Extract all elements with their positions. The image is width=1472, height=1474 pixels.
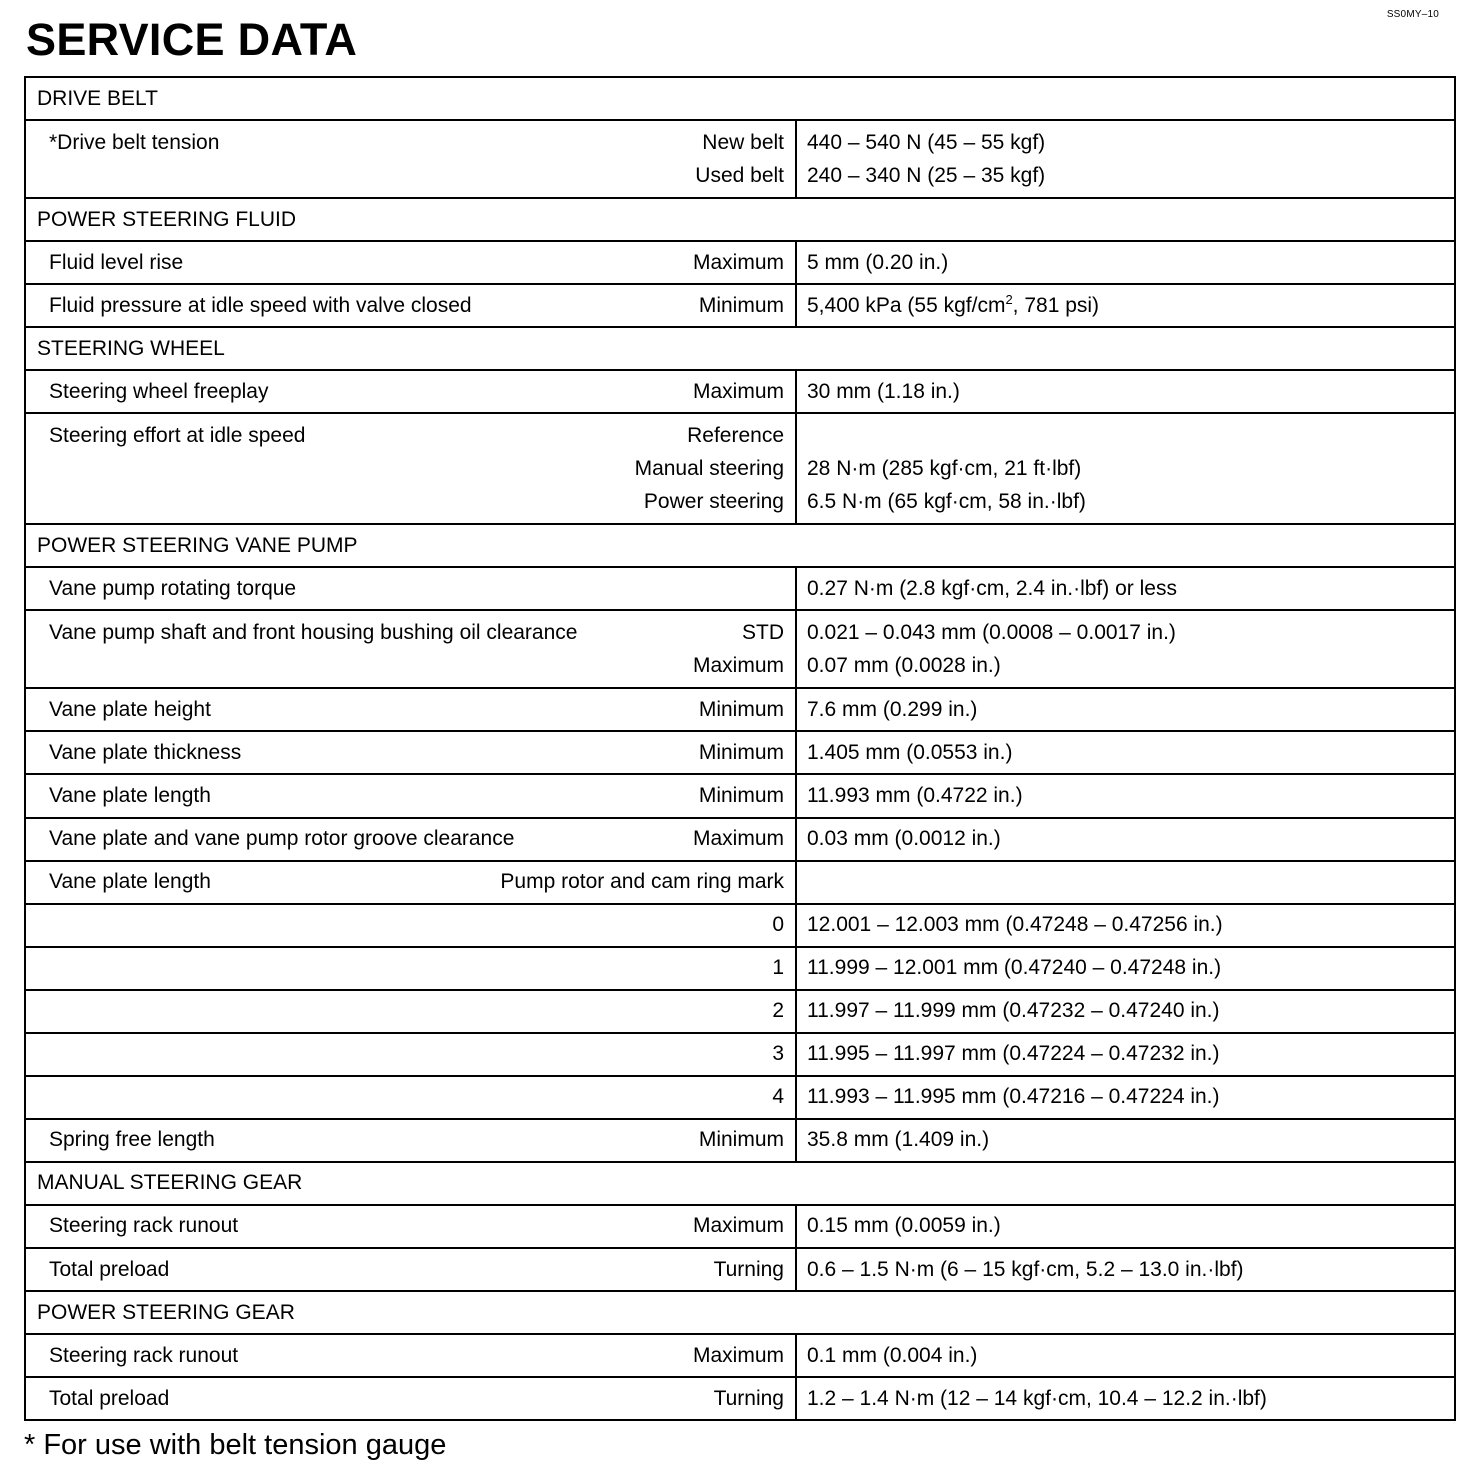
section-title: STEERING WHEEL xyxy=(37,336,225,360)
mark-number: 4 xyxy=(772,1085,784,1109)
section-title: POWER STEERING GEAR xyxy=(37,1300,295,1324)
spec-label: Vane plate and vane pump rotor groove clearance xyxy=(49,827,515,851)
spec-row-mark-1 xyxy=(26,946,1454,989)
document-code: SS0MY–10 xyxy=(1386,9,1439,20)
spec-row-mark-2 xyxy=(26,989,1454,1032)
spec-qualifier: Minimum xyxy=(698,293,784,317)
spec-label: Steering effort at idle speed xyxy=(49,424,306,448)
service-data-table xyxy=(24,76,1456,1421)
spec-label: *Drive belt tension xyxy=(49,131,220,155)
spec-value: 440 – 540 N (45 – 55 kgf) xyxy=(807,131,1046,155)
spec-qualifier: Reference xyxy=(687,424,784,448)
spec-qualifier: Minimum xyxy=(698,740,784,764)
spec-row-fluid-level-rise xyxy=(26,240,1454,283)
spec-row-vane-plate-thickness xyxy=(26,730,1454,773)
section-steering-wheel xyxy=(26,326,1454,369)
spec-qualifier: Minimum xyxy=(698,783,784,807)
spec-row-length-by-mark xyxy=(26,860,1454,903)
spec-value: 28 N·m (285 kgf·cm, 21 ft·lbf) xyxy=(807,457,1082,481)
spec-row-steering-effort xyxy=(26,412,1454,523)
spec-row-spring-free-length xyxy=(26,1118,1454,1161)
spec-value: 1.405 mm (0.0553 in.) xyxy=(807,740,1013,764)
spec-value: 0.07 mm (0.0028 in.) xyxy=(807,654,1001,678)
spec-label: Total preload xyxy=(49,1257,170,1281)
spec-qualifier: Minimum xyxy=(698,1128,784,1152)
section-title: MANUAL STEERING GEAR xyxy=(37,1171,303,1195)
spec-row-mark-3 xyxy=(26,1032,1454,1075)
spec-qualifier: Maximum xyxy=(692,379,784,403)
spec-qualifier: Power steering xyxy=(643,490,784,514)
spec-qualifier: New belt xyxy=(702,131,784,155)
spec-value: 30 mm (1.18 in.) xyxy=(807,379,960,403)
spec-value: 1.2 – 1.4 N·m (12 – 14 kgf·cm, 10.4 – 12.2 in.·lbf) xyxy=(807,1386,1267,1410)
spec-qualifier: Maximum xyxy=(692,1214,784,1238)
spec-row-fluid-pressure xyxy=(26,283,1454,326)
page-title: SERVICE DATA xyxy=(26,14,358,65)
spec-qualifier: Maximum xyxy=(692,250,784,274)
spec-row-vane-plate-height xyxy=(26,687,1454,730)
spec-value: 0.03 mm (0.0012 in.) xyxy=(807,827,1001,851)
spec-value: 11.993 mm (0.4722 in.) xyxy=(807,783,1023,807)
spec-value: 11.997 – 11.999 mm (0.47232 – 0.47240 in.) xyxy=(807,999,1220,1023)
spec-row-vane-plate-length xyxy=(26,773,1454,816)
section-title: DRIVE BELT xyxy=(37,86,158,110)
spec-qualifier: Turning xyxy=(713,1386,784,1410)
mark-number: 3 xyxy=(772,1042,784,1066)
spec-qualifier: Minimum xyxy=(698,697,784,721)
spec-qualifier: Used belt xyxy=(695,164,784,188)
spec-qualifier: Pump rotor and cam ring mark xyxy=(500,870,784,894)
section-drive-belt xyxy=(26,78,1454,119)
spec-label: Steering wheel freeplay xyxy=(49,379,269,403)
spec-row-bushing-clearance xyxy=(26,609,1454,687)
spec-value: 35.8 mm (1.409 in.) xyxy=(807,1128,990,1152)
spec-qualifier: Maximum xyxy=(692,1343,784,1367)
spec-value: 0.6 – 1.5 N·m (6 – 15 kgf·cm, 5.2 – 13.0 in.·lbf) xyxy=(807,1257,1244,1281)
spec-qualifier: Turning xyxy=(713,1257,784,1281)
spec-row-mark-0 xyxy=(26,903,1454,946)
spec-row-wheel-freeplay xyxy=(26,369,1454,412)
spec-row-drive-belt-tension xyxy=(26,119,1454,197)
spec-row-groove-clearance xyxy=(26,817,1454,860)
spec-value: 0.1 mm (0.004 in.) xyxy=(807,1343,978,1367)
spec-value: 7.6 mm (0.299 in.) xyxy=(807,697,978,721)
spec-label: Fluid pressure at idle speed with valve closed xyxy=(49,293,472,317)
spec-row-power-rack-runout xyxy=(26,1333,1454,1376)
spec-qualifier: Manual steering xyxy=(634,457,784,481)
section-title: POWER STEERING FLUID xyxy=(37,207,297,231)
spec-label: Vane pump rotating torque xyxy=(49,576,297,600)
spec-row-manual-rack-runout xyxy=(26,1204,1454,1247)
spec-value: 0.021 – 0.043 mm (0.0008 – 0.0017 in.) xyxy=(807,621,1176,645)
spec-value: 5 mm (0.20 in.) xyxy=(807,250,949,274)
spec-row-mark-4 xyxy=(26,1075,1454,1118)
spec-qualifier: Maximum xyxy=(692,827,784,851)
superscript: 2 xyxy=(1005,291,1013,307)
spec-qualifier: STD xyxy=(742,621,784,645)
spec-label: Total preload xyxy=(49,1386,170,1410)
spec-label: Vane plate thickness xyxy=(49,740,242,764)
spec-label: Steering rack runout xyxy=(49,1214,239,1238)
spec-label: Steering rack runout xyxy=(49,1343,239,1367)
spec-value-empty xyxy=(807,424,1454,457)
mark-number: 1 xyxy=(772,956,784,980)
spec-value: 11.999 – 12.001 mm (0.47240 – 0.47248 in.) xyxy=(807,956,1222,980)
spec-label: Vane plate height xyxy=(49,697,211,721)
spec-value: 0.27 N·m (2.8 kgf·cm, 2.4 in.·lbf) or less xyxy=(807,576,1177,600)
mark-number: 0 xyxy=(772,913,784,937)
spec-row-manual-total-preload xyxy=(26,1247,1454,1290)
spec-qualifier: Maximum xyxy=(692,654,784,678)
section-manual-steering-gear xyxy=(26,1161,1454,1204)
spec-label: Vane pump shaft and front housing bushing oil clearance xyxy=(49,621,578,645)
section-title: POWER STEERING VANE PUMP xyxy=(37,533,358,557)
spec-label: Vane plate length xyxy=(49,870,211,894)
spec-value: 11.995 – 11.997 mm (0.47224 – 0.47232 in.) xyxy=(807,1042,1220,1066)
spec-value: 11.993 – 11.995 mm (0.47216 – 0.47224 in.) xyxy=(807,1085,1220,1109)
footnote: * For use with belt tension gauge xyxy=(24,1429,447,1461)
section-vane-pump xyxy=(26,523,1454,566)
spec-row-power-total-preload xyxy=(26,1376,1454,1419)
spec-value: 12.001 – 12.003 mm (0.47248 – 0.47256 in.) xyxy=(807,913,1223,937)
section-power-steering-gear xyxy=(26,1290,1454,1333)
section-power-steering-fluid xyxy=(26,197,1454,240)
mark-number: 2 xyxy=(772,999,784,1023)
spec-label: Spring free length xyxy=(49,1128,215,1152)
spec-label: Vane plate length xyxy=(49,783,211,807)
spec-value: 5,400 kPa (55 kgf/$cm^2$, 781 psi) xyxy=(807,291,1100,317)
spec-value: 0.15 mm (0.0059 in.) xyxy=(807,1214,1001,1238)
spec-label: Fluid level rise xyxy=(49,250,184,274)
spec-row-rotating-torque xyxy=(26,566,1454,609)
spec-value: 240 – 340 N (25 – 35 kgf) xyxy=(807,164,1046,188)
spec-value: 6.5 N·m (65 kgf·cm, 58 in.·lbf) xyxy=(807,490,1086,514)
